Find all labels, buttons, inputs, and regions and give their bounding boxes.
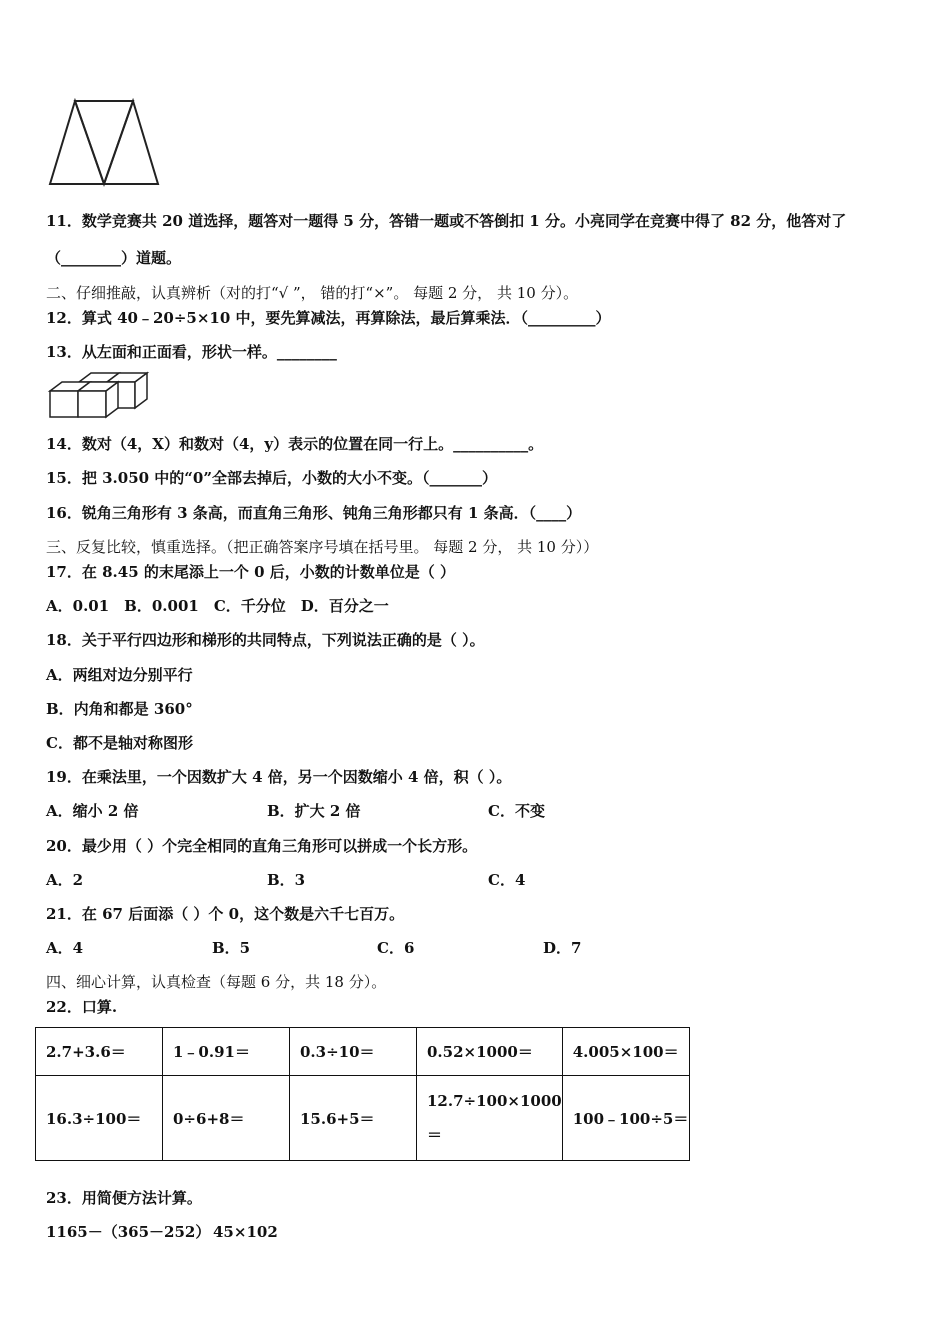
question-19-option-b: B．扩大 2 倍 [267, 802, 361, 820]
table-cell: 2.7+3.6＝ [36, 1028, 163, 1076]
question-20: 20．最少用（ ）个完全相同的直角三角形可以拼成一个长方形。 [46, 837, 478, 855]
question-17-options: A．0.01 B．0.001 C．千分位 D．百分之一 [46, 597, 389, 615]
question-19-option-c: C．不变 [488, 802, 545, 820]
section-2-title: 二、仔细推敲，认真辨析（对的打“√ ”， 错的打“×”。 每题 2 分， 共 10 分）。 [46, 284, 579, 302]
table-cell: 0.3÷10＝ [290, 1028, 417, 1076]
question-17: 17．在 8.45 的末尾添上一个 0 后，小数的计数单位是（ ） [46, 563, 455, 581]
mental-math-table [35, 1027, 690, 1161]
question-21-option-a: A．4 [46, 939, 84, 957]
table-cell: 100﹣100÷5＝ [562, 1076, 689, 1161]
question-14: 14．数对（4，X）和数对（4，y）表示的位置在同一行上。__________。 [46, 435, 544, 453]
table-cell: 15.6+5＝ [290, 1076, 417, 1161]
table-cell: 16.3÷100＝ [36, 1076, 163, 1161]
table-row [36, 1028, 690, 1076]
cubes-figure [46, 370, 152, 420]
table-cell: 4.005×100＝ [562, 1028, 689, 1076]
question-20-option-c: C．4 [488, 871, 526, 889]
question-18-option-c: C．都不是轴对称图形 [46, 734, 193, 752]
question-11-line-1: 11．数学竞赛共 20 道选择，题答对一题得 5 分，答错一题或不答倒扣 1 分。小亮同学在竞赛中得了 82 分，他答对了 [46, 212, 847, 230]
question-22: 22．口算. [46, 998, 118, 1016]
question-23-expr-1: 1165－（365－252） [46, 1223, 211, 1241]
question-20-option-b: B．3 [267, 871, 306, 889]
question-18: 18．关于平行四边形和梯形的共同特点，下列说法正确的是（ ）。 [46, 631, 485, 649]
question-19: 19．在乘法里，一个因数扩大 4 倍，另一个因数缩小 4 倍，积（ ）。 [46, 768, 512, 786]
table-cell: 0÷6+8＝ [163, 1076, 290, 1161]
question-13: 13．从左面和正面看，形状一样。________ [46, 343, 337, 361]
table-cell-line-1: 12.7÷100×1000 [427, 1092, 562, 1110]
question-18-option-a: A．两组对边分别平行 [46, 666, 193, 684]
table-cell-two-line [417, 1076, 563, 1161]
question-15: 15．把 3.050 中的“0”全部去掉后，小数的大小不变。（_______） [46, 469, 497, 487]
question-23: 23．用简便方法计算。 [46, 1189, 202, 1207]
question-21: 21．在 67 后面添（ ）个 0，这个数是六千七百万。 [46, 905, 405, 923]
question-20-option-a: A．2 [46, 871, 84, 889]
question-12: 12．算式 40﹣20÷5×10 中，要先算减法，再算除法，最后算乘法．（_________） [46, 309, 611, 327]
triangles-figure [46, 98, 162, 190]
table-row [36, 1076, 690, 1161]
section-4-title: 四、细心计算，认真检查（每题 6 分，共 18 分）。 [46, 973, 387, 991]
table-cell: 0.52×1000＝ [417, 1028, 563, 1076]
question-19-option-a: A．缩小 2 倍 [46, 802, 139, 820]
table-cell-line-2: ＝ [427, 1126, 443, 1144]
question-11-line-2: （________）道题。 [46, 249, 182, 267]
question-21-option-c: C．6 [377, 939, 415, 957]
question-23-expr-2: 45×102 [213, 1223, 278, 1241]
question-18-option-b: B．内角和都是 360° [46, 700, 193, 718]
section-3-title: 三、反复比较，慎重选择。（把正确答案序号填在括号里。 每题 2 分， 共 10 分）） [46, 538, 599, 556]
question-21-option-b: B．5 [212, 939, 251, 957]
question-21-option-d: D．7 [543, 939, 582, 957]
table-cell: 1﹣0.91＝ [163, 1028, 290, 1076]
question-16: 16．锐角三角形有 3 条高，而直角三角形、钝角三角形都只有 1 条高．（____） [46, 504, 582, 522]
